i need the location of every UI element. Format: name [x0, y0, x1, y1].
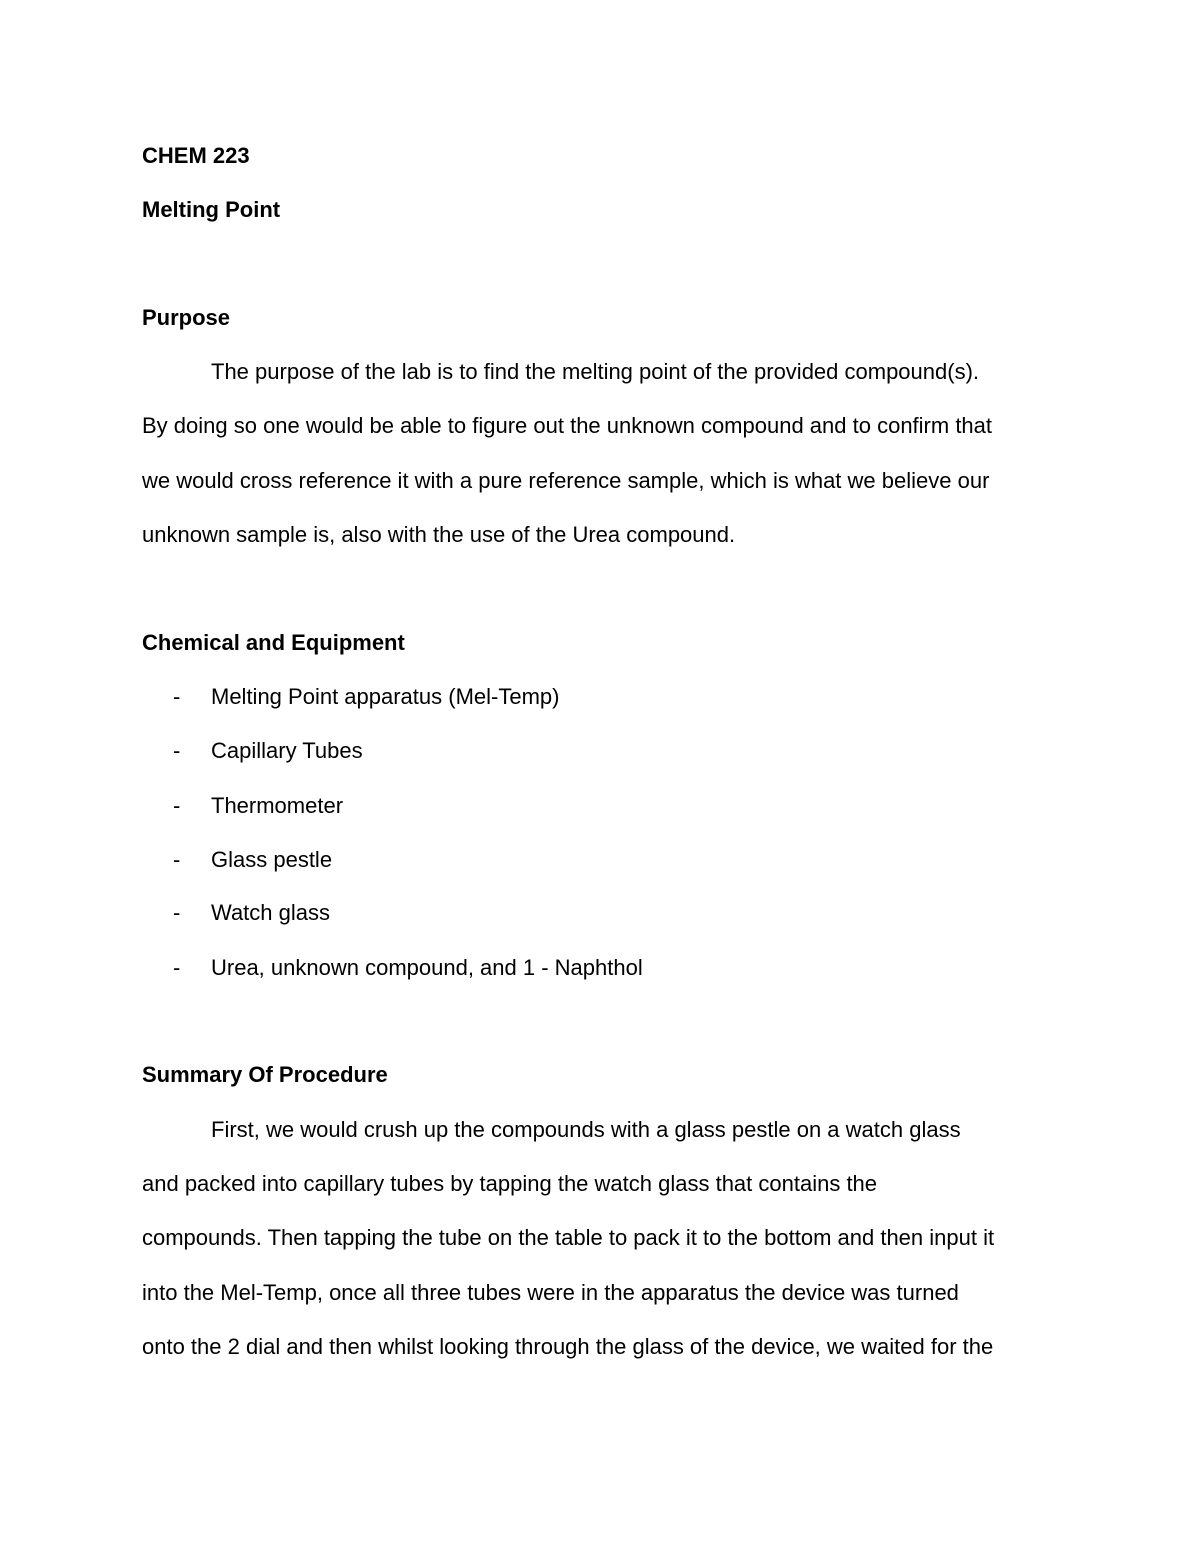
- procedure-line: onto the 2 dial and then whilst looking through the glass of the device, we waited for the: [142, 1334, 994, 1359]
- equipment-heading: Chemical and Equipment: [142, 630, 405, 655]
- procedure-heading: Summary Of Procedure: [142, 1062, 388, 1087]
- course-code: CHEM 223: [142, 143, 250, 168]
- bullet-dash: -: [173, 684, 181, 709]
- purpose-line: By doing so one would be able to figure out the unknown compound and to confirm that: [142, 413, 993, 438]
- procedure-line: into the Mel-Temp, once all three tubes were in the apparatus the device was turned: [142, 1280, 959, 1305]
- list-item-text: Melting Point apparatus (Mel-Temp): [211, 684, 560, 709]
- list-item-text: Capillary Tubes: [211, 738, 363, 763]
- bullet-dash: -: [173, 900, 181, 925]
- purpose-line: we would cross reference it with a pure reference sample, which is what we believe our: [142, 468, 990, 493]
- list-item-text: Thermometer: [211, 793, 344, 818]
- bullet-dash: -: [173, 738, 181, 763]
- purpose-line: The purpose of the lab is to find the melting point of the provided compound(s).: [211, 359, 980, 384]
- list-item-text: Watch glass: [211, 900, 331, 925]
- bullet-dash: -: [173, 847, 181, 872]
- procedure-line: and packed into capillary tubes by tapping the watch glass that contains the: [142, 1171, 878, 1196]
- bullet-dash: -: [173, 955, 181, 980]
- purpose-line: unknown sample is, also with the use of the Urea compound.: [142, 522, 736, 547]
- list-item-text: Glass pestle: [211, 847, 333, 872]
- procedure-line: First, we would crush up the compounds with a glass pestle on a watch glass: [211, 1117, 961, 1142]
- document-title: Melting Point: [142, 197, 281, 222]
- bullet-dash: -: [173, 793, 181, 818]
- list-item-text: Urea, unknown compound, and 1 - Naphthol: [211, 955, 643, 980]
- procedure-line: compounds. Then tapping the tube on the table to pack it to the bottom and then input it: [142, 1225, 995, 1250]
- purpose-heading: Purpose: [142, 305, 231, 330]
